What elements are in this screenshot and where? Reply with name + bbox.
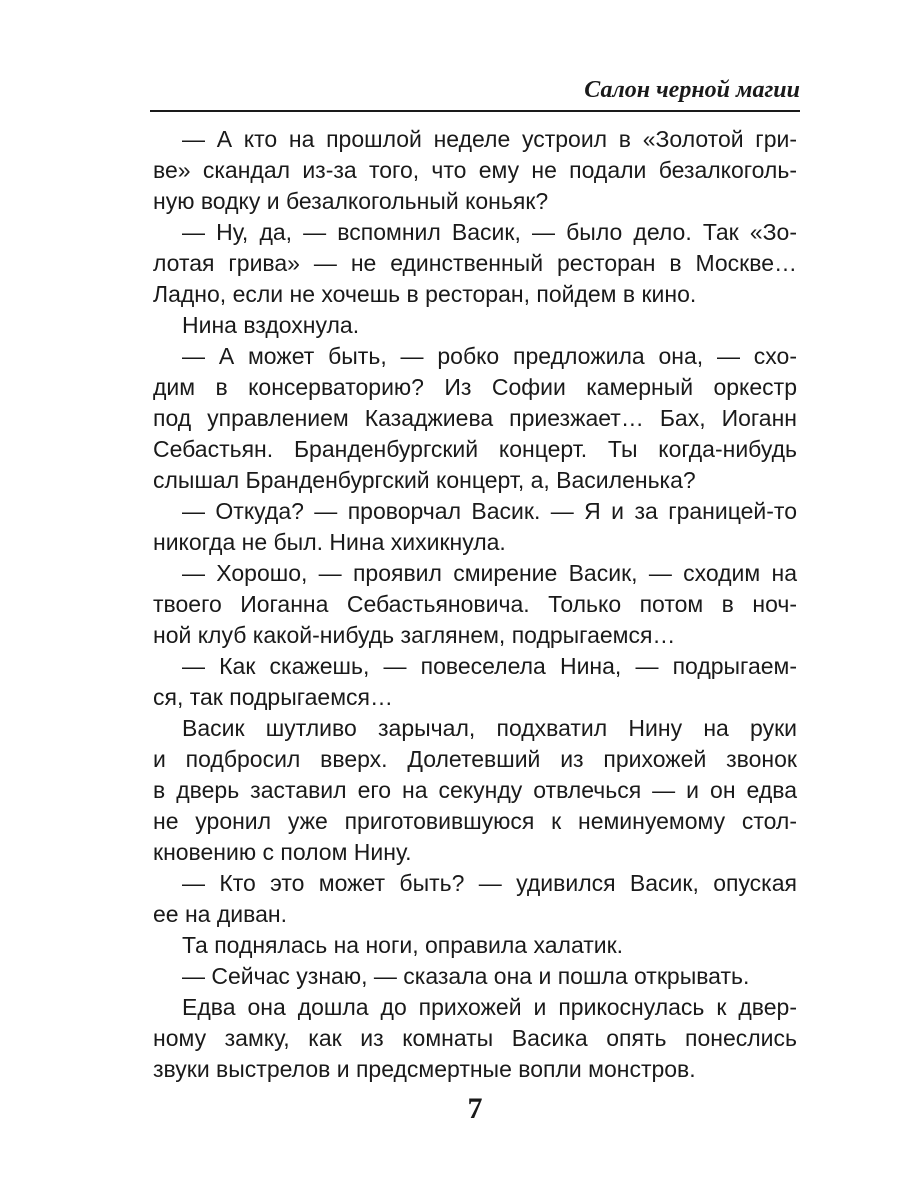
text-line: ному замку, как из комнаты Васика опять понеслись <box>153 1025 797 1051</box>
paragraph <box>153 651 797 713</box>
text-line: — Кто это может быть? — удивился Васик, опуская <box>182 870 797 896</box>
text-line: ся, так подрыгаемся… <box>153 684 393 710</box>
text-line: Нина вздохнула. <box>182 312 360 338</box>
text-line: ную водку и безалкогольный коньяк? <box>153 188 549 214</box>
text-line: — Ну, да, — вспомнил Васик, — было дело. Так «Зо- <box>182 219 797 245</box>
paragraph <box>153 868 797 930</box>
text-line: ве» скандал из-за того, что ему не подали безалкоголь- <box>153 157 797 183</box>
paragraph <box>153 930 797 961</box>
text-line: — А кто на прошлой неделе устроил в «Золотой гри- <box>182 126 797 152</box>
paragraph <box>153 124 797 217</box>
text-line: — Как скажешь, — повеселела Нина, — подрыгаем- <box>182 653 797 679</box>
text-line: — Хорошо, — проявил смирение Васик, — сходим на <box>182 560 797 586</box>
text-line: слышал Бранденбургский концерт, а, Василенька? <box>153 467 696 493</box>
text-line: и подбросил вверх. Долетевший из прихожей звонок <box>153 746 797 772</box>
text-line: дим в консерваторию? Из Софии камерный оркестр <box>153 374 797 400</box>
text-line: не уронил уже приготовившуюся к неминуемому стол- <box>153 808 797 834</box>
text-line: Едва она дошла до прихожей и прикоснулась к двер- <box>182 994 797 1020</box>
page-number: 7 <box>467 1092 483 1125</box>
body-text <box>153 124 797 1085</box>
text-line: ее на диван. <box>153 901 287 927</box>
text-line: ной клуб какой-нибудь заглянем, подрыгаемся… <box>153 622 676 648</box>
paragraph <box>153 310 797 341</box>
paragraph <box>153 558 797 651</box>
paragraph <box>153 961 797 992</box>
text-line: — Откуда? — проворчал Васик. — Я и за границей-то <box>182 498 797 524</box>
paragraph <box>153 341 797 496</box>
paragraph <box>153 992 797 1085</box>
header-rule <box>150 110 800 112</box>
text-line: твоего Иоганна Себастьяновича. Только потом в ноч- <box>153 591 797 617</box>
text-line: — Сейчас узнаю, — сказала она и пошла открывать. <box>182 963 750 989</box>
text-line: лотая грива» — не единственный ресторан в Москве… <box>153 250 797 276</box>
text-line: под управлением Казаджиева приезжает… Бах, Иоганн <box>153 405 797 431</box>
text-line: кновению с полом Нину. <box>153 839 412 865</box>
text-line: — А может быть, — робко предложила она, — схо- <box>182 343 797 369</box>
text-line: Себастьян. Бранденбургский концерт. Ты когда-нибудь <box>153 436 797 462</box>
paragraph <box>153 217 797 310</box>
text-line: Васик шутливо зарычал, подхватил Нину на руки <box>182 715 797 741</box>
text-line: звуки выстрелов и предсмертные вопли монстров. <box>153 1056 696 1082</box>
paragraph <box>153 496 797 558</box>
text-line: Ладно, если не хочешь в ресторан, пойдем в кино. <box>153 281 697 307</box>
text-line: Та поднялась на ноги, оправила халатик. <box>182 932 624 958</box>
paragraph <box>153 713 797 868</box>
running-head: Салон черной магии <box>584 77 800 103</box>
text-line: никогда не был. Нина хихикнула. <box>153 529 506 555</box>
text-line: в дверь заставил его на секунду отвлечься — и он едва <box>153 777 797 803</box>
